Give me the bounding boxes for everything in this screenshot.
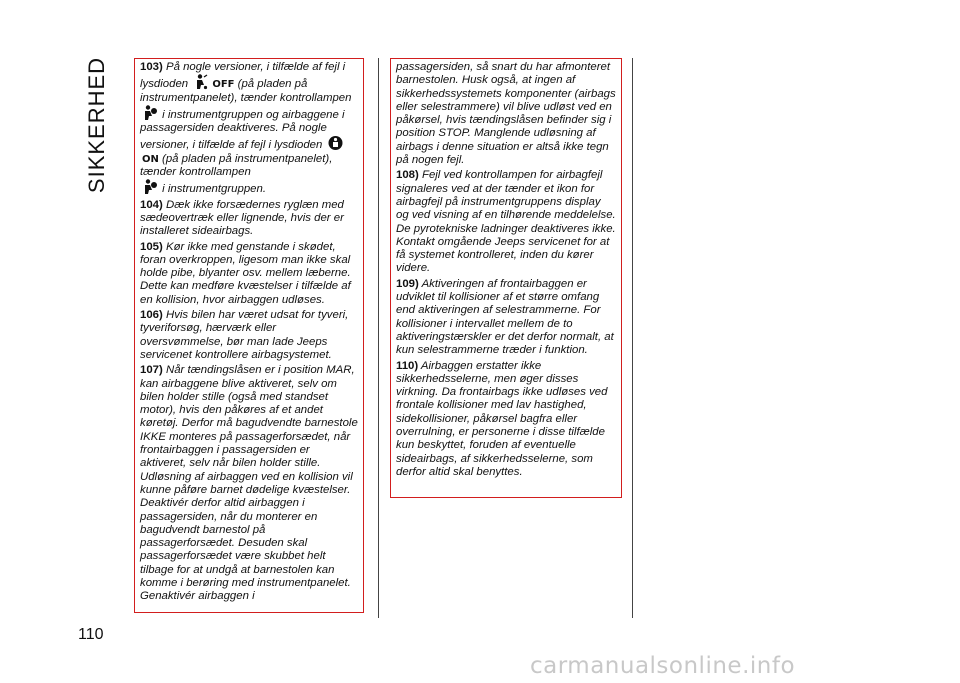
warning-number: 108): [396, 169, 419, 182]
section-title: SIKKERHED: [84, 56, 109, 194]
warning-box-left: [134, 58, 364, 613]
passenger-airbag-on-icon: [328, 135, 343, 151]
warning-number: 103): [140, 61, 163, 73]
on-label: ON: [142, 153, 159, 165]
warning-104: 104) Dæk ikke forsædernes ryglæn med sædeovertræk eller lignende, hvis der er installeret sideairbags.: [140, 198, 344, 238]
warning-number: 110): [396, 359, 419, 372]
watermark: carmanualsonline.info: [530, 653, 796, 679]
airbag-warning-icon: [142, 179, 157, 195]
airbag-warning-icon: [142, 105, 157, 121]
warning-number: 104): [140, 198, 163, 211]
column-divider-left: [378, 58, 379, 618]
warning-110: 110) Airbaggen erstatter ikke sikkerhedsselerne, men øger disses virkning. Da frontairbags ikke udløses ved frontale kollisioner med lav hastighed, sidekollisioner, påkørsel bagfra eller overrulning, er personerne i disse tilfælde kun beskyttet, foruden af eventuelle sideairbags, af sikkerhedsselerne, som derfor altid skal benyttes.: [396, 359, 608, 478]
warning-number: 105): [140, 240, 163, 253]
warning-105: 105) Kør ikke med genstande i skødet, foran overkroppen, ligesom man ikke skal holde pibe, blyanter osv. mellem læberne. Dette kan medføre kvæstelser i tilfælde af en kollision, hvor airbaggen udløses.: [140, 240, 351, 306]
warning-103: 103) På nogle versioner, i tilfælde af fejl i lysdioden OFF (på pladen på instrumentpanelet), tænder kontrollampen i instrumentgruppen og airbaggene i passagersiden deaktiveres. På nogle versioner, i tilfælde af fejl i lysdioden ON (på pladen på instrumentpanelet), tænder kontrollampen i instrumentgruppen.: [140, 61, 352, 196]
warning-number: 109): [396, 277, 419, 290]
column-divider-right: [632, 58, 633, 618]
warning-number: 107): [140, 364, 163, 377]
warning-109: 109) Aktiveringen af frontairbaggen er udviklet til kollisioner af et større omfang end aktiveringen af selestrammerne. For kollisioner i intervallet mellem de to aktiveringstærskler er det derfor normalt, at kun selestrammerne træder i funktion.: [396, 277, 614, 357]
passenger-airbag-off-icon: [193, 74, 208, 90]
section-tab: [80, 56, 114, 194]
warning-107: 107) Når tændingslåsen er i position MAR, kan airbaggene blive aktiveret, selv om bilen holder stille (også med standset motor), hvis den påkøres af et andet køretøj. Derfor må bagudvendte barnestole IKKE monteres på passagerforsædet, når frontairbaggen i passagersiden er aktiveret, selv når bilen holder stille. Udløsning af airbaggen ved en kollision vil kunne påføre barnet dødelige kvæstelser. Deaktivér derfor altid airbaggen i passagersiden, når du monterer en bagudvendt barnestol på passagerforsædet. Desuden skal passagerforsædet være skubbet helt tilbage for at undgå at barnestolen kan komme i berøring med instrumentpanelet. Genaktivér airbaggen i: [140, 364, 358, 603]
page-number: 110: [78, 626, 104, 643]
warning-box-right: [390, 58, 622, 498]
warning-108: 108) Fejl ved kontrollampen for airbagfejl signaleres ved at der tænder et ikon for airbagfejl på instrumentgruppens display og ved visning af en tilhørende meddelelse. De pyrotekniske ladninger deaktiveres ikke. Kontakt omgående Jeeps servicenet for at få systemet kontrolleret, inden du kører videre.: [396, 169, 616, 275]
off-label: OFF: [212, 79, 235, 91]
warning-107-continued: passagersiden, så snart du har afmonteret barnestolen. Husk også, at ingen af sikkerhedssystemets komponenter (airbags eller selestrammere) vil blive udløst ved en påkørsel, hvis tændingslåsen befinder sig i position STOP. Manglende udløsning af airbags i denne situation er altså ikke tegn på nogen fejl.: [396, 61, 616, 167]
warning-number: 106): [140, 309, 163, 322]
warning-106: 106) Hvis bilen har været udsat for tyveri, tyveriforsøg, hærværk eller oversvømmelse, bør man lade Jeeps servicenet kontrollere airbagsystemet.: [140, 309, 349, 361]
